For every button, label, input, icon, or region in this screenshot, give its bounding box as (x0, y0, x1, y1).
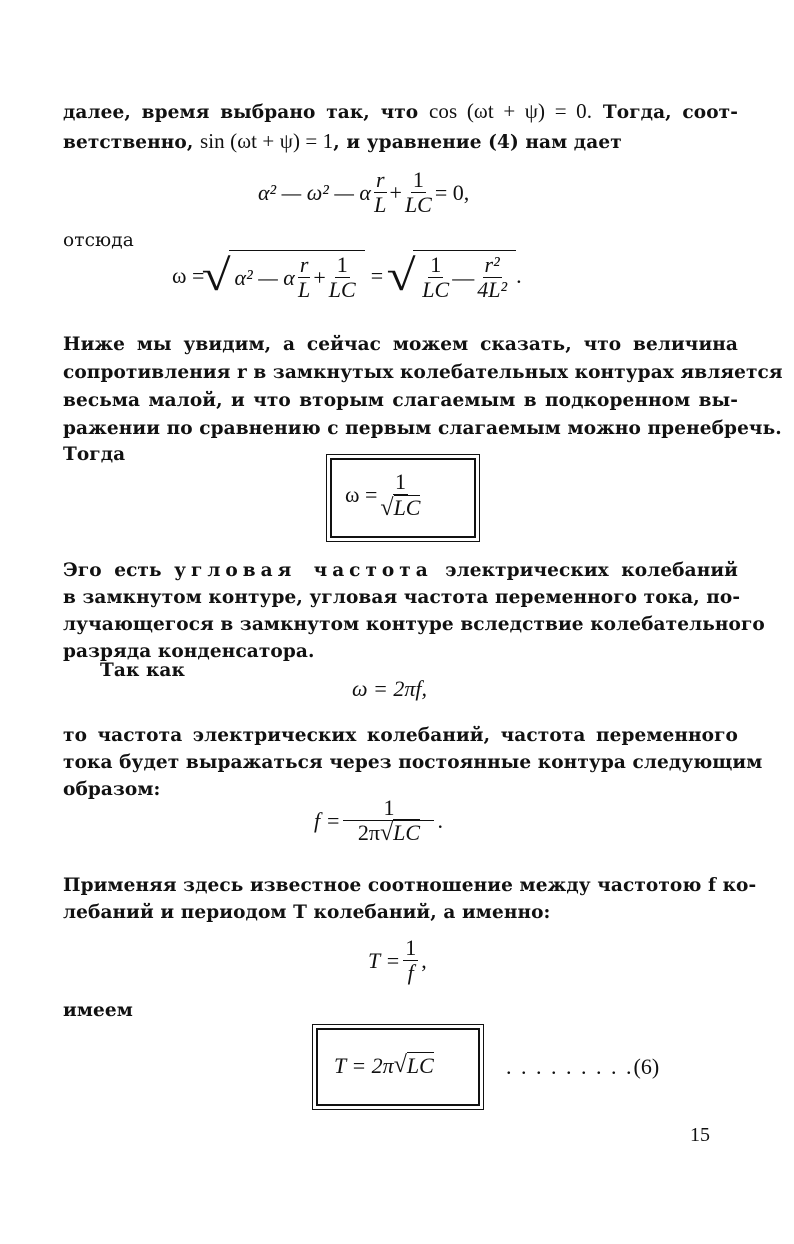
equation-7: T = 2π √ LC (334, 1052, 434, 1078)
equation-4: ω = 2πf, (352, 676, 428, 701)
text-line: образом: (63, 779, 161, 800)
equation-3: ω = 1 √ LC (345, 469, 421, 521)
text-line: в замкнутом контуре, угловая частота переменного тока, по- (63, 587, 741, 608)
text-line: лучающегося в замкнутом контуре вследствие колебательного (63, 614, 765, 635)
text-line: Тогда (63, 444, 126, 465)
text-line: имеем (63, 1000, 133, 1021)
equation-6: T = $\frac{1}{f}$ , (368, 935, 427, 985)
text-line: Так как (100, 660, 185, 681)
text-line: ветственно, sin (ωt + ψ) = 1, и уравнение (4) нам дает (63, 129, 622, 153)
text-line: разряда конденсатора. (63, 641, 315, 662)
text-line: лебаний и периодом T колебаний, а именно: (63, 902, 551, 923)
equation-number: . . . . . . . . . (6) (506, 1054, 660, 1079)
equation-2: ω = √ α² — α r L + $\frac{1}{LC}$ = √ 1 LC — r² 4L² . (172, 251, 522, 302)
text-line: то частота электрических колебаний, частота переменного (63, 725, 738, 746)
text-line: сопротивления r в замкнутых колебательных контурах является (63, 362, 783, 383)
page-number: 15 (690, 1124, 710, 1146)
text-line: Ниже мы увидим, а сейчас можем сказать, что величина (63, 334, 738, 355)
text-line: ражении по сравнению с первым слагаемым можно пренебречь. (63, 418, 782, 439)
text-line: Эго есть угловая частота электрических колебаний (63, 560, 738, 581)
text-line: Применяя здесь известное соотношение между частотою f ко- (63, 875, 757, 896)
equation-5: f = $\frac{1}{2\pi√LC}$ . (314, 795, 443, 846)
text-line: далее, время выбрано так, что cos (ωt + ψ) = 0. Тогда, соот- (63, 99, 739, 123)
text-line: весьма малой, и что вторым слагаемым в подкоренном вы- (63, 390, 738, 411)
text-line: отсюда (63, 230, 134, 251)
equation-1: α² — ω² — α r L + $\frac{1}{LC}$ = 0, (258, 167, 470, 217)
text-line: тока будет выражаться через постоянные контура следующим (63, 752, 763, 773)
